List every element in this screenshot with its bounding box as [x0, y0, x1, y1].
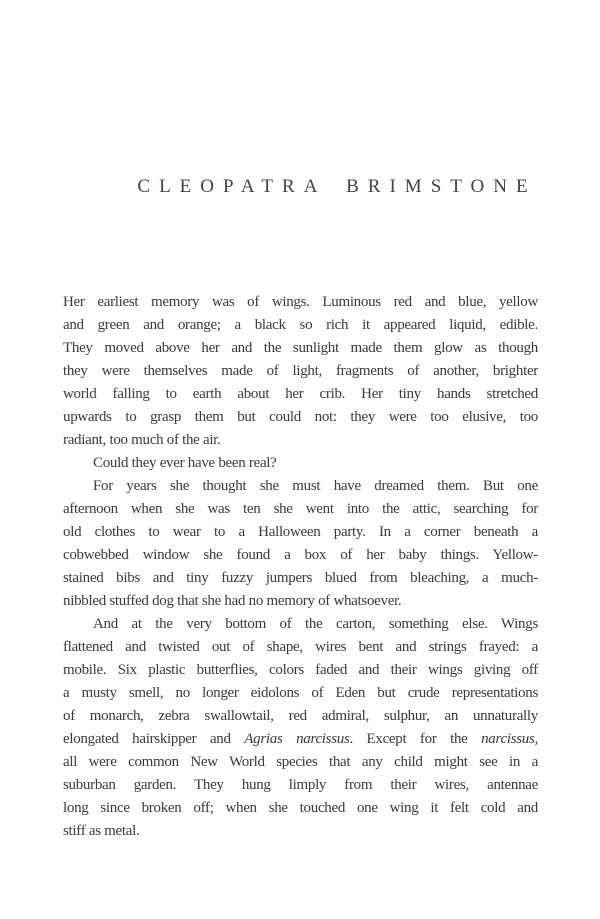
text-line — [63, 429, 538, 452]
text-line — [63, 613, 538, 636]
text-segment: . Except for the — [349, 731, 482, 747]
text-segment: They moved above her and the sunlight made them glow as though — [63, 340, 538, 356]
text-line — [63, 360, 538, 383]
italic-text: Agrias narcissus — [244, 731, 350, 747]
text-segment: For years she thought she must have dreamed them. But one — [93, 478, 538, 494]
paragraph — [63, 291, 538, 452]
text-line — [63, 567, 538, 590]
paragraph — [63, 613, 538, 843]
text-segment: flattened and twisted out of shape, wires bent and strings frayed: a — [63, 639, 538, 655]
text-segment: Her earliest memory was of wings. Luminous red and blue, yellow — [63, 294, 538, 310]
text-line — [63, 705, 538, 728]
text-line — [63, 475, 538, 498]
text-segment: nibbled stuffed dog that she had no memory of whatsoever. — [63, 593, 402, 609]
text-segment: of monarch, zebra swallowtail, red admiral, sulphur, an unnaturally — [63, 708, 538, 724]
text-line — [63, 820, 538, 843]
text-segment: cobwebbed window she found a box of her baby things. Yellow- — [63, 547, 538, 563]
text-segment: And at the very bottom of the carton, something else. Wings — [93, 616, 538, 632]
text-segment: stiff as metal. — [63, 823, 140, 839]
text-segment: suburban garden. They hung limply from their wires, antennae — [63, 777, 538, 793]
paragraph — [63, 452, 538, 475]
text-line — [63, 682, 538, 705]
text-segment: all were common New World species that any child might see in a — [63, 754, 538, 770]
text-line — [63, 751, 538, 774]
text-line — [63, 636, 538, 659]
story-text — [63, 291, 538, 843]
text-segment: upwards to grasp them but could not: they were too elusive, too — [63, 409, 538, 425]
text-segment: radiant, too much of the air. — [63, 432, 221, 448]
text-segment: they were themselves made of light, fragments of another, brighter — [63, 363, 538, 379]
text-line — [63, 291, 538, 314]
text-segment: stained bibs and tiny fuzzy jumpers blued from bleaching, a much- — [63, 570, 538, 586]
text-segment: mobile. Six plastic butterflies, colors faded and their wings giving off — [63, 662, 538, 678]
text-segment: long since broken off; when she touched one wing it felt cold and — [63, 800, 538, 816]
text-segment: and green and orange; a black so rich it appeared liquid, edible. — [63, 317, 538, 333]
text-segment: world falling to earth about her crib. Her tiny hands stretched — [63, 386, 538, 402]
text-line — [63, 314, 538, 337]
text-segment: afternoon when she was ten she went into the attic, searching for — [63, 501, 538, 517]
text-line — [63, 544, 538, 567]
text-line — [63, 452, 538, 475]
text-line — [63, 728, 538, 751]
text-segment: Could they ever have been real? — [93, 455, 277, 471]
text-segment: elongated hairskipper and — [63, 731, 245, 747]
text-segment: a musty smell, no longer eidolons of Eden but crude representations — [63, 685, 538, 701]
text-line — [63, 590, 538, 613]
italic-text: narcissus, — [481, 731, 538, 747]
text-line — [63, 797, 538, 820]
text-line — [63, 383, 538, 406]
text-segment: old clothes to wear to a Halloween party. In a corner beneath a — [63, 524, 538, 540]
text-line — [63, 337, 538, 360]
text-line — [63, 406, 538, 429]
text-line — [63, 774, 538, 797]
text-line — [63, 521, 538, 544]
paragraph — [63, 475, 538, 613]
text-line — [63, 659, 538, 682]
text-line — [63, 498, 538, 521]
chapter-title: CLEOPATRA BRIMSTONE — [137, 176, 537, 197]
